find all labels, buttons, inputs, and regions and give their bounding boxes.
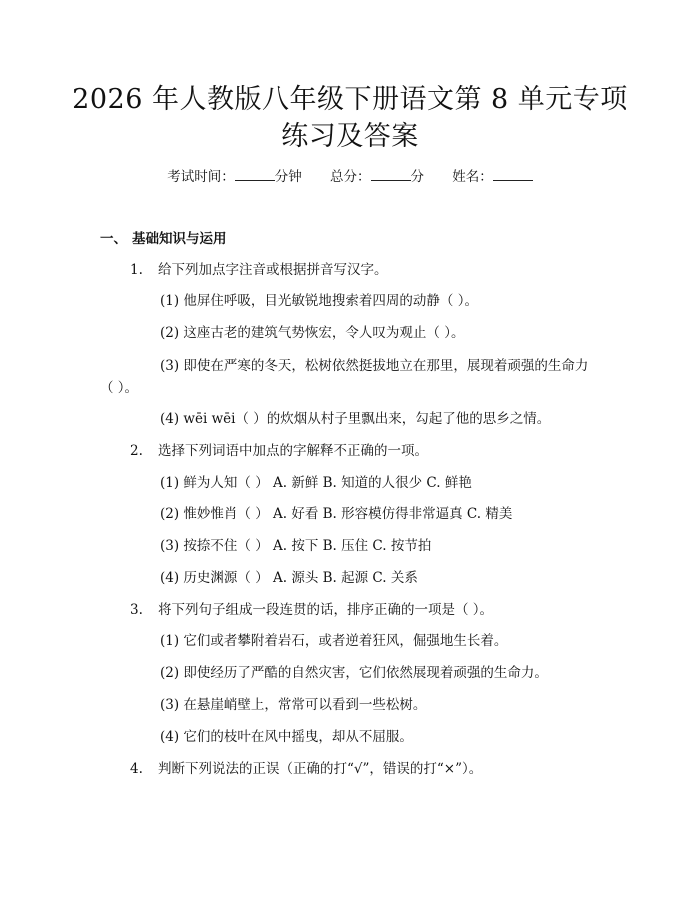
question-1-item-2: (2) 这座古老的建筑气势恢宏，令人叹为观止（ ）。 <box>160 325 465 341</box>
question-1-item-3: (3) 即使在严寒的冬天，松树依然挺拔地立在那里，展现着顽强的生命力 <box>160 358 589 374</box>
question-number: 4. <box>130 761 143 777</box>
time-field <box>167 169 306 185</box>
name-blank <box>493 166 533 181</box>
question-number: 3. <box>130 602 143 618</box>
question-2-item-3: (3) 按捺不住（ ） A. 按下 B. 压住 C. 按节拍 <box>160 538 432 554</box>
score-blank <box>371 166 411 181</box>
score-field <box>330 169 428 185</box>
score-unit: 分 <box>410 169 424 185</box>
question-4 <box>130 758 482 780</box>
question-1 <box>130 259 388 281</box>
question-1-item-3-continued: （ ）。 <box>100 380 139 396</box>
question-3 <box>130 599 493 621</box>
section-heading <box>100 228 227 250</box>
time-label: 考试时间： <box>167 169 235 185</box>
section-title: 基础知识与运用 <box>132 231 227 247</box>
question-1-item-4: (4) wēi wēi（ ）的炊烟从村子里飘出来，勾起了他的思乡之情。 <box>160 411 551 427</box>
question-number: 2. <box>130 443 143 459</box>
question-text: 选择下列词语中加点的字解释不正确的一项。 <box>158 443 428 459</box>
question-text: 给下列加点字注音或根据拼音写汉字。 <box>158 262 388 278</box>
score-label: 总分： <box>330 169 371 185</box>
name-field <box>452 169 533 185</box>
question-2-item-1: (1) 鲜为人知（ ） A. 新鲜 B. 知道的人很少 C. 鲜艳 <box>160 475 472 491</box>
section-number: 一、 <box>100 231 127 247</box>
question-3-item-3: (3) 在悬崖峭壁上，常常可以看到一些松树。 <box>160 697 427 713</box>
question-3-item-4: (4) 它们的枝叶在风中摇曳，却从不屈服。 <box>160 729 413 745</box>
question-number: 1. <box>130 262 143 278</box>
document-title-line-2: 练习及答案 <box>281 121 419 152</box>
question-2-item-4: (4) 历史渊源（ ） A. 源头 B. 起源 C. 关系 <box>160 570 418 586</box>
exam-meta <box>0 166 700 188</box>
question-2 <box>130 440 428 462</box>
question-text: 判断下列说法的正误（正确的打“√”，错误的打“×”）。 <box>158 761 483 777</box>
question-text: 将下列句子组成一段连贯的话，排序正确的一项是（ ）。 <box>158 602 494 618</box>
question-3-item-2: (2) 即使经历了严酷的自然灾害，它们依然展现着顽强的生命力。 <box>160 665 548 681</box>
time-unit: 分钟 <box>274 169 302 185</box>
question-1-item-1: (1) 他屏住呼吸，目光敏锐地搜索着四周的动静（ ）。 <box>160 293 478 309</box>
question-3-item-1: (1) 它们或者攀附着岩石，或者逆着狂风，倔强地生长着。 <box>160 633 508 649</box>
time-blank <box>235 166 275 181</box>
question-2-item-2: (2) 惟妙惟肖（ ） A. 好看 B. 形容模仿得非常逼真 C. 精美 <box>160 506 513 522</box>
document-title-line-1: 2026 年人教版八年级下册语文第 8 单元专项 <box>72 84 628 115</box>
name-label: 姓名： <box>452 169 493 185</box>
